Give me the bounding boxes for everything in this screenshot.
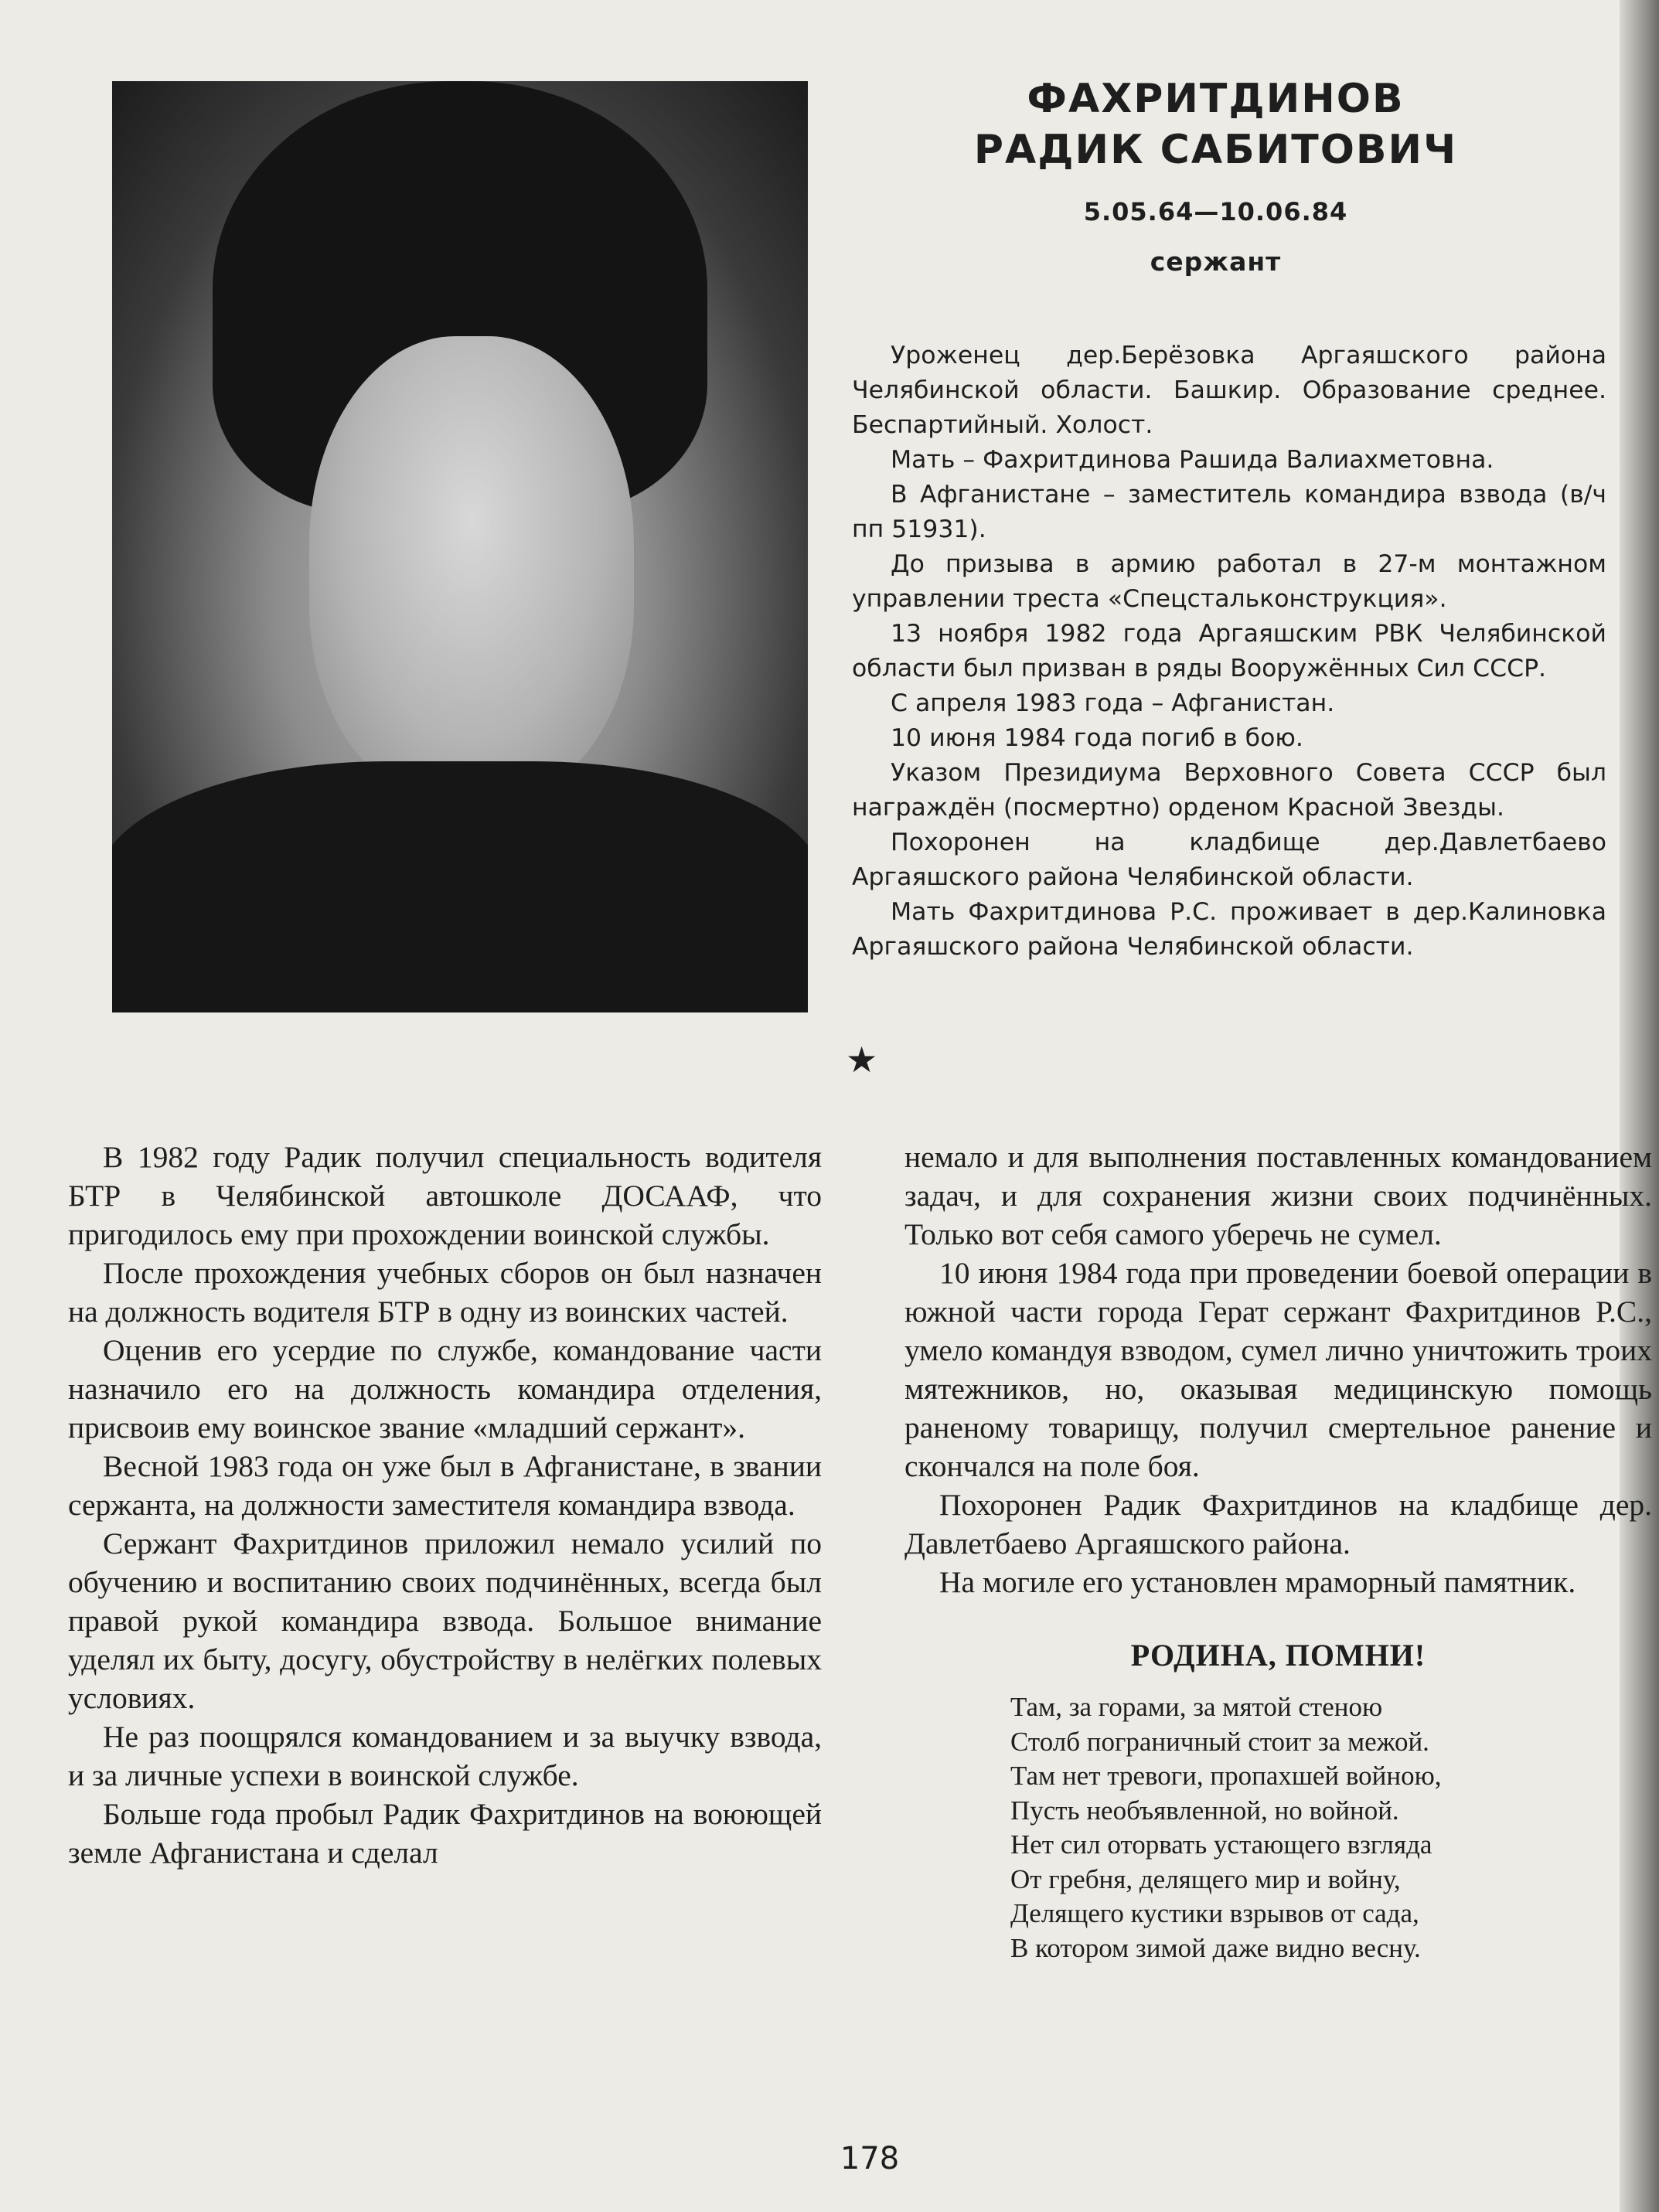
life-dates: 5.05.64—10.06.84 [1083, 197, 1348, 226]
story-paragraph: Не раз поощрялся командованием и за выучку взвода, и за личные успехи в воинской службе. [68, 1720, 822, 1792]
page-number: 178 [840, 2141, 900, 2176]
story-right-column [904, 1138, 1652, 1965]
person-given-names: РАДИК САБИТОВИЧ [973, 127, 1458, 173]
story-paragraph: Похоронен Радик Фахритдинов на кладбище дер. Давлетбаево Аргаяшского района. [904, 1488, 1652, 1560]
story-left-column [68, 1138, 822, 1872]
portrait-photo [112, 81, 808, 1012]
bio-paragraph: Мать Фахритдинова Р.С. проживает в дер.Калиновка Аргаяшского района Челябинской области. [852, 898, 1606, 961]
story-paragraph: Сержант Фахритдинов приложил немало усилий по обучению и воспитанию своих подчинённых, всегда был правой рукой командира взвода. Большое внимание уделял их быту, досугу, обустройству в нелёгких полевых условиях. [68, 1526, 822, 1715]
bio-paragraph: С апреля 1983 года – Афганистан. [891, 689, 1335, 717]
story-paragraph: Больше года пробыл Радик Фахритдинов на воюющей земле Афганистана и сделал [68, 1797, 822, 1870]
poem [1010, 1690, 1652, 1965]
military-rank: сержант [1150, 247, 1282, 277]
story-paragraph: Весной 1983 года он уже был в Афганистане, в звании сержанта, на должности заместителя командира взвода. [68, 1449, 822, 1522]
poem-line: В котором зимой даже видно весну. [1010, 1932, 1421, 1963]
portrait-jacket [112, 761, 808, 1012]
poem-line: Там, за горами, за мятой стеною [1010, 1692, 1383, 1722]
bio-paragraph: Мать – Фахритдинова Рашида Валиахметовна. [891, 446, 1494, 474]
bio-paragraph: Уроженец дер.Берёзовка Аргаяшского района Челябинской области. Башкир. Образование среднее. Беспартийный. Холост. [852, 342, 1606, 439]
portrait-face [309, 336, 634, 800]
bio-paragraph: До призыва в армию работал в 27-м монтажном управлении треста «Спецстальконструкция». [852, 550, 1606, 613]
poem-line: Нет сил оторвать устающего взгляда [1010, 1829, 1432, 1860]
bio-paragraph: 13 ноября 1982 года Аргаяшским РВК Челябинской области был призван в ряды Вооружённых Сил СССР. [852, 620, 1606, 682]
story-paragraph-continued: немало и для выполнения поставленных командованием задач, и для сохранения жизни своих подчинённых. Только вот себя самого уберечь не сумел. [904, 1140, 1652, 1251]
star-icon: ★ [846, 1039, 878, 1080]
story-paragraph: Оценив его усердие по службе, командование части назначило его на должность командира отделения, присвоив ему воинское звание «младший сержант». [68, 1333, 822, 1445]
bio-paragraph: 10 июня 1984 года погиб в бою. [891, 724, 1303, 752]
poem-line: Делящего кустики взрывов от сада, [1010, 1898, 1419, 1928]
story-paragraph: В 1982 году Радик получил специальность водителя БТР в Челябинской автошколе ДОСААФ, что пригодилось ему при прохождении воинской службы. [68, 1140, 822, 1251]
poem-line: Там нет тревоги, пропахшей войною, [1010, 1761, 1442, 1791]
bio-paragraph: Похоронен на кладбище дер.Давлетбаево Аргаяшского района Челябинской области. [852, 829, 1606, 891]
person-header [850, 73, 1581, 277]
poem-line: От гребня, делящего мир и войну, [1010, 1863, 1401, 1894]
poem-line: Пусть необъявленной, но войной. [1010, 1795, 1399, 1826]
bio-paragraph: В Афганистане – заместитель командира взвода (в/ч пп 51931). [852, 481, 1606, 543]
poem-title: РОДИНА, ПОМНИ! [1130, 1638, 1426, 1673]
person-surname: ФАХРИТДИНОВ [1027, 76, 1405, 122]
poem-line: Столб пограничный стоит за межой. [1010, 1726, 1429, 1757]
biography-block [852, 339, 1606, 965]
story-paragraph: На могиле его установлен мраморный памятник. [939, 1565, 1576, 1599]
story-paragraph: 10 июня 1984 года при проведении боевой операции в южной части города Герат сержант Фахритдинов Р.С., умело командуя взводом, сумел лично уничтожить троих мятежников, но, оказывая медицинскую помощь раненому товарищу, получил смертельное ранение и скончался на поле боя. [904, 1256, 1652, 1483]
story-paragraph: После прохождения учебных сборов он был назначен на должность водителя БТР в одну из воинских частей. [68, 1256, 822, 1329]
bio-paragraph: Указом Президиума Верховного Совета СССР был награждён (посмертно) орденом Красной Звезды. [852, 759, 1606, 822]
